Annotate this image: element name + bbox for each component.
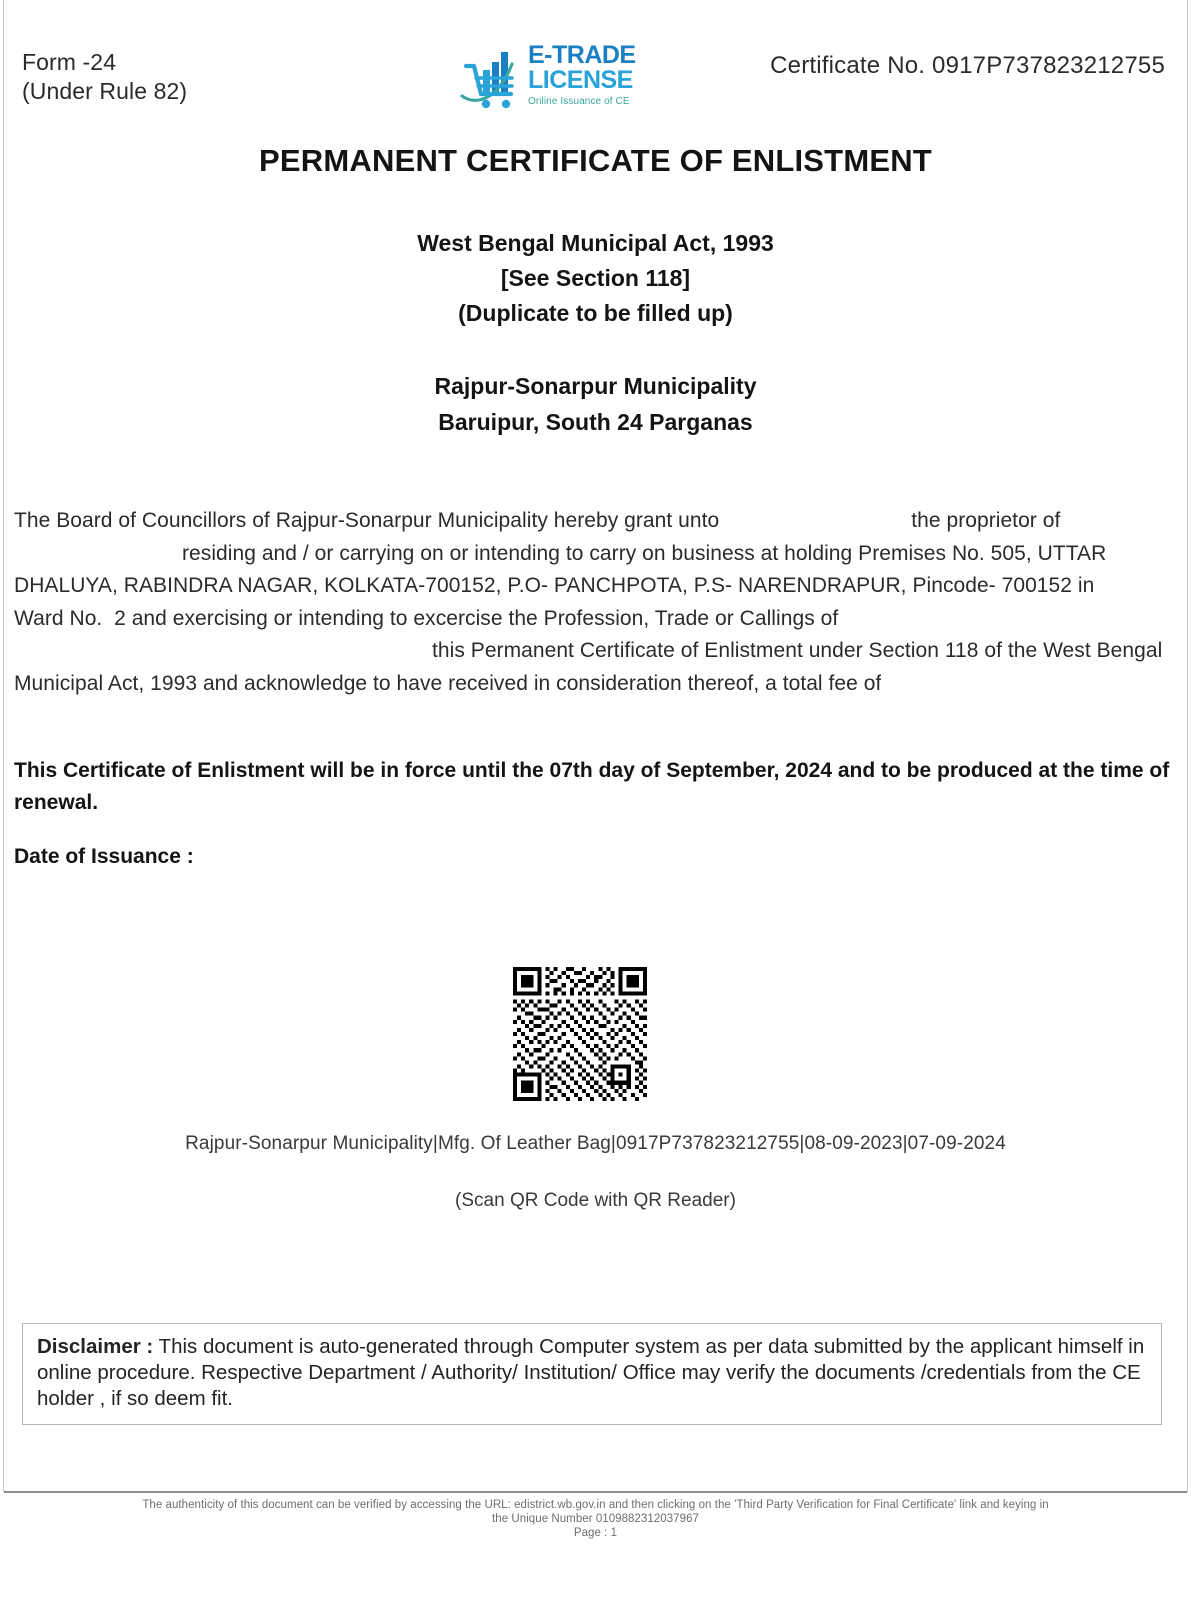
certificate-number: Certificate No. 0917P737823212755	[770, 52, 1165, 79]
disclaimer-text: This document is auto-generated through Computer system as per data submitted by the applicant himself in online procedure. Respective Department / Authority/ Institution/ Office may verify the documents /credentials from the CE holder , if so deem fit.	[37, 1335, 1145, 1410]
qr-caption: Rajpur-Sonarpur Municipality|Mfg. Of Leather Bag|0917P737823212755|08-09-2023|07-09-2024	[185, 1133, 1006, 1154]
logo-tagline: Online Issuance of CE	[528, 96, 630, 107]
page-title: PERMANENT CERTIFICATE OF ENLISTMENT	[259, 143, 932, 178]
body-line-2-text: residing and / or carrying on or intending to carry on business at holding Premises No. 505, UTTAR	[182, 541, 1107, 565]
body-line-2	[14, 538, 1177, 571]
page-edge-right	[1187, 0, 1188, 1492]
form-rule: (Under Rule 82)	[22, 78, 188, 105]
body-line-6	[14, 668, 1177, 701]
logo-line-two: LICENSE	[528, 66, 633, 94]
logo-line-one: E-TRADE	[528, 41, 636, 69]
municipality-name: Rajpur-Sonarpur Municipality	[434, 373, 757, 399]
page-edge-left	[3, 0, 4, 1492]
redacted-issuance-date	[194, 845, 304, 869]
footer-unique-number: the Unique Number 0109882312037967	[492, 1513, 699, 1525]
issuing-authority-block	[0, 368, 1191, 440]
qr-code	[513, 967, 647, 1101]
document-header	[0, 0, 1191, 130]
footer-verification-line: The authenticity of this document can be verified by accessing the URL: edistrict.wb.gov.in and then clicking on the 'Third Party Verification for Final Certificate' link and keying in	[142, 1499, 1049, 1511]
municipality-address: Baruipur, South 24 Parganas	[438, 409, 753, 435]
body-line-4: Ward No. 2 and exercising or intending to excercise the Profession, Trade or Callings of	[14, 606, 839, 630]
form-reference	[22, 48, 187, 107]
redacted-applicant-name	[719, 505, 911, 538]
act-name: West Bengal Municipal Act, 1993	[417, 230, 774, 256]
validity-statement: This Certificate of Enlistment will be in force until the 07th day of September, 2024 and to be produced at the time of renewal.	[14, 759, 1170, 814]
footer-page-number: Page : 1	[573, 1527, 618, 1539]
body-line-1	[14, 505, 1177, 538]
body-line-6-text: Municipal Act, 1993 and acknowledge to have received in consideration thereof, a total fee of	[14, 671, 882, 695]
body-line-3: DHALUYA, RABINDRA NAGAR, KOLKATA-700152, P.O- PANCHPOTA, P.S- NARENDRAPUR, Pincode- 700152 in	[14, 574, 1095, 597]
redacted-trade-name	[14, 635, 432, 668]
act-section: [See Section 118]	[500, 265, 691, 291]
disclaimer-label: Disclaimer :	[37, 1335, 154, 1358]
footer-divider	[4, 1491, 1187, 1493]
form-number: Form -24	[22, 49, 117, 75]
date-of-issuance-row	[14, 845, 304, 869]
body-line-1-suffix: the proprietor of	[911, 509, 1061, 532]
body-line-1-prefix: The Board of Councillors of Rajpur-Sonarpur Municipality hereby grant unto	[14, 509, 720, 532]
document-footer	[0, 1498, 1191, 1540]
body-line-5	[14, 635, 1177, 668]
logo-wordmark	[528, 43, 658, 107]
redacted-business-name	[14, 538, 182, 571]
qr-code-graphic	[513, 967, 647, 1101]
qr-scan-hint: (Scan QR Code with QR Reader)	[455, 1190, 736, 1211]
disclaimer-box	[22, 1323, 1162, 1425]
act-reference-block	[0, 226, 1191, 331]
redacted-fee-amount	[881, 668, 1111, 701]
etrade-license-logo	[450, 40, 658, 122]
date-of-issuance-label: Date of Issuance :	[14, 845, 194, 868]
body-line-5-text: this Permanent Certificate of Enlistment under Section 118 of the West Bengal	[432, 639, 1163, 662]
certificate-body	[14, 505, 1177, 700]
shopping-cart-bar-chart-icon	[454, 44, 526, 116]
duplicate-note: (Duplicate to be filled up)	[458, 300, 733, 326]
